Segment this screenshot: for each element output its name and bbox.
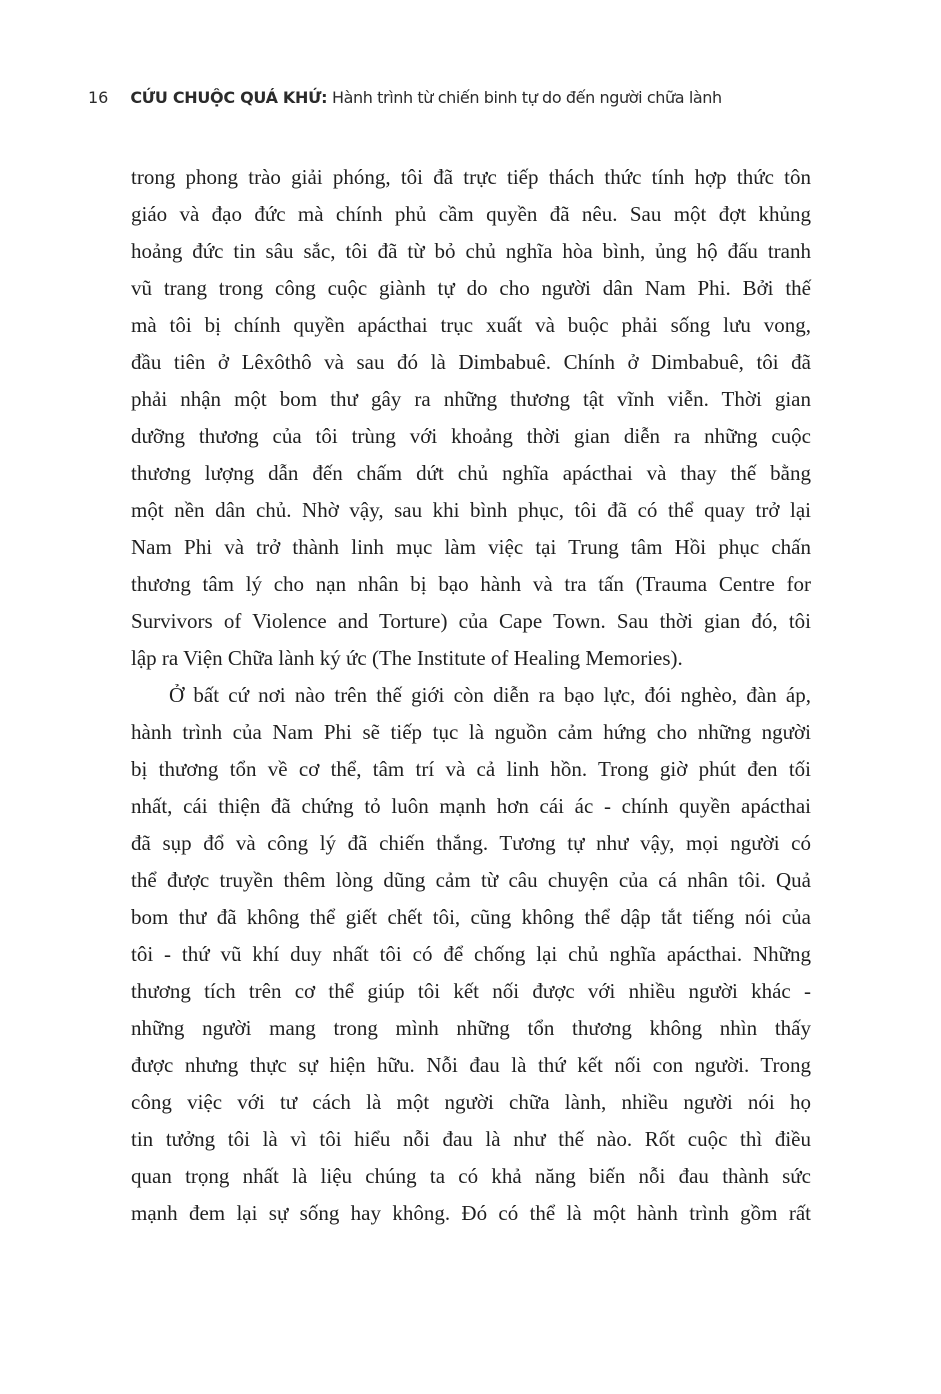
text-line: quan trọng nhất là liệu chúng ta có khả năng biến nỗi đau thành sức <box>131 1164 811 1188</box>
text-line: bom thư đã không thể giết chết tôi, cũng không thể dập tắt tiếng nói của <box>131 905 811 929</box>
book-title: CỨU CHUỘC QUÁ KHỨ: <box>130 88 328 107</box>
book-subtitle: Hành trình từ chiến binh tự do đến người chữa lành <box>327 88 722 107</box>
text-line: những người mang trong mình những tổn thương không nhìn thấy <box>131 1016 811 1040</box>
text-line: thương tâm lý cho nạn nhân bị bạo hành và tra tấn (Trauma Centre for <box>131 572 811 596</box>
text-line: được nhưng thực sự hiện hữu. Nỗi đau là thứ kết nối con người. Trong <box>131 1053 811 1077</box>
paragraph-2 <box>131 677 811 1232</box>
text-line: thương tích trên cơ thể giúp tôi kết nối được với nhiều người khác - <box>131 979 811 1003</box>
text-line: giáo và đạo đức mà chính phủ cầm quyền đã nêu. Sau một đợt khủng <box>131 202 811 226</box>
text-line: tôi - thứ vũ khí duy nhất tôi có để chống lại chủ nghĩa apácthai. Những <box>131 942 811 966</box>
text-line: trong phong trào giải phóng, tôi đã trực tiếp thách thức tính hợp thức tôn <box>131 165 811 189</box>
text-line: lập ra Viện Chữa lành ký ức (The Institute of Healing Memories). <box>131 646 683 670</box>
text-line: mà tôi bị chính quyền apácthai trục xuất và buộc phải sống lưu vong, <box>131 313 811 337</box>
text-line: bị thương tổn về cơ thể, tâm trí và cả linh hồn. Trong giờ phút đen tối <box>131 757 811 781</box>
text-line: nhất, cái thiện đã chứng tỏ luôn mạnh hơn cái ác - chính quyền apácthai <box>131 794 811 818</box>
text-line: hành trình của Nam Phi sẽ tiếp tục là nguồn cảm hứng cho những người <box>131 720 811 744</box>
text-line: mạnh đem lại sự sống hay không. Đó có thể là một hành trình gồm rất <box>131 1201 811 1225</box>
text-line: công việc với tư cách là một người chữa lành, nhiều người nói họ <box>131 1090 811 1114</box>
text-line: đầu tiên ở Lêxôthô và sau đó là Dimbabuê. Chính ở Dimbabuê, tôi đã <box>131 350 811 374</box>
text-line: tin tưởng tôi là vì tôi hiểu nỗi đau là như thế nào. Rốt cuộc thì điều <box>131 1127 811 1151</box>
text-line: thể được truyền thêm lòng dũng cảm từ câu chuyện của cá nhân tôi. Quả <box>131 868 811 892</box>
text-line: hoảng đức tin sâu sắc, tôi đã từ bỏ chủ nghĩa hòa bình, ủng hộ đấu tranh <box>131 239 811 263</box>
body-text <box>131 159 811 1232</box>
text-line: Survivors of Violence and Torture) của Cape Town. Sau thời gian đó, tôi <box>131 609 811 633</box>
text-line: Ở bất cứ nơi nào trên thế giới còn diễn ra bạo lực, đói nghèo, đàn áp, <box>169 683 811 707</box>
text-line: dưỡng thương của tôi trùng với khoảng thời gian diễn ra những cuộc <box>131 424 811 448</box>
paragraph-1 <box>131 159 811 677</box>
running-header <box>88 88 848 116</box>
text-line: vũ trang trong công cuộc giành tự do cho người dân Nam Phi. Bởi thế <box>131 276 811 300</box>
text-line: một nền dân chủ. Nhờ vậy, sau khi bình phục, tôi đã có thể quay trở lại <box>131 498 811 522</box>
text-line: Nam Phi và trở thành linh mục làm việc tại Trung tâm Hồi phục chấn <box>131 535 811 559</box>
text-line: đã sụp đổ và công lý đã chiến thắng. Tương tự như vậy, mọi người có <box>131 831 811 855</box>
page-number: 16 <box>88 88 109 107</box>
text-line: thương lượng dẫn đến chấm dứt chủ nghĩa apácthai và thay thế bằng <box>131 461 811 485</box>
text-line: phải nhận một bom thư gây ra những thương tật vĩnh viễn. Thời gian <box>131 387 811 411</box>
